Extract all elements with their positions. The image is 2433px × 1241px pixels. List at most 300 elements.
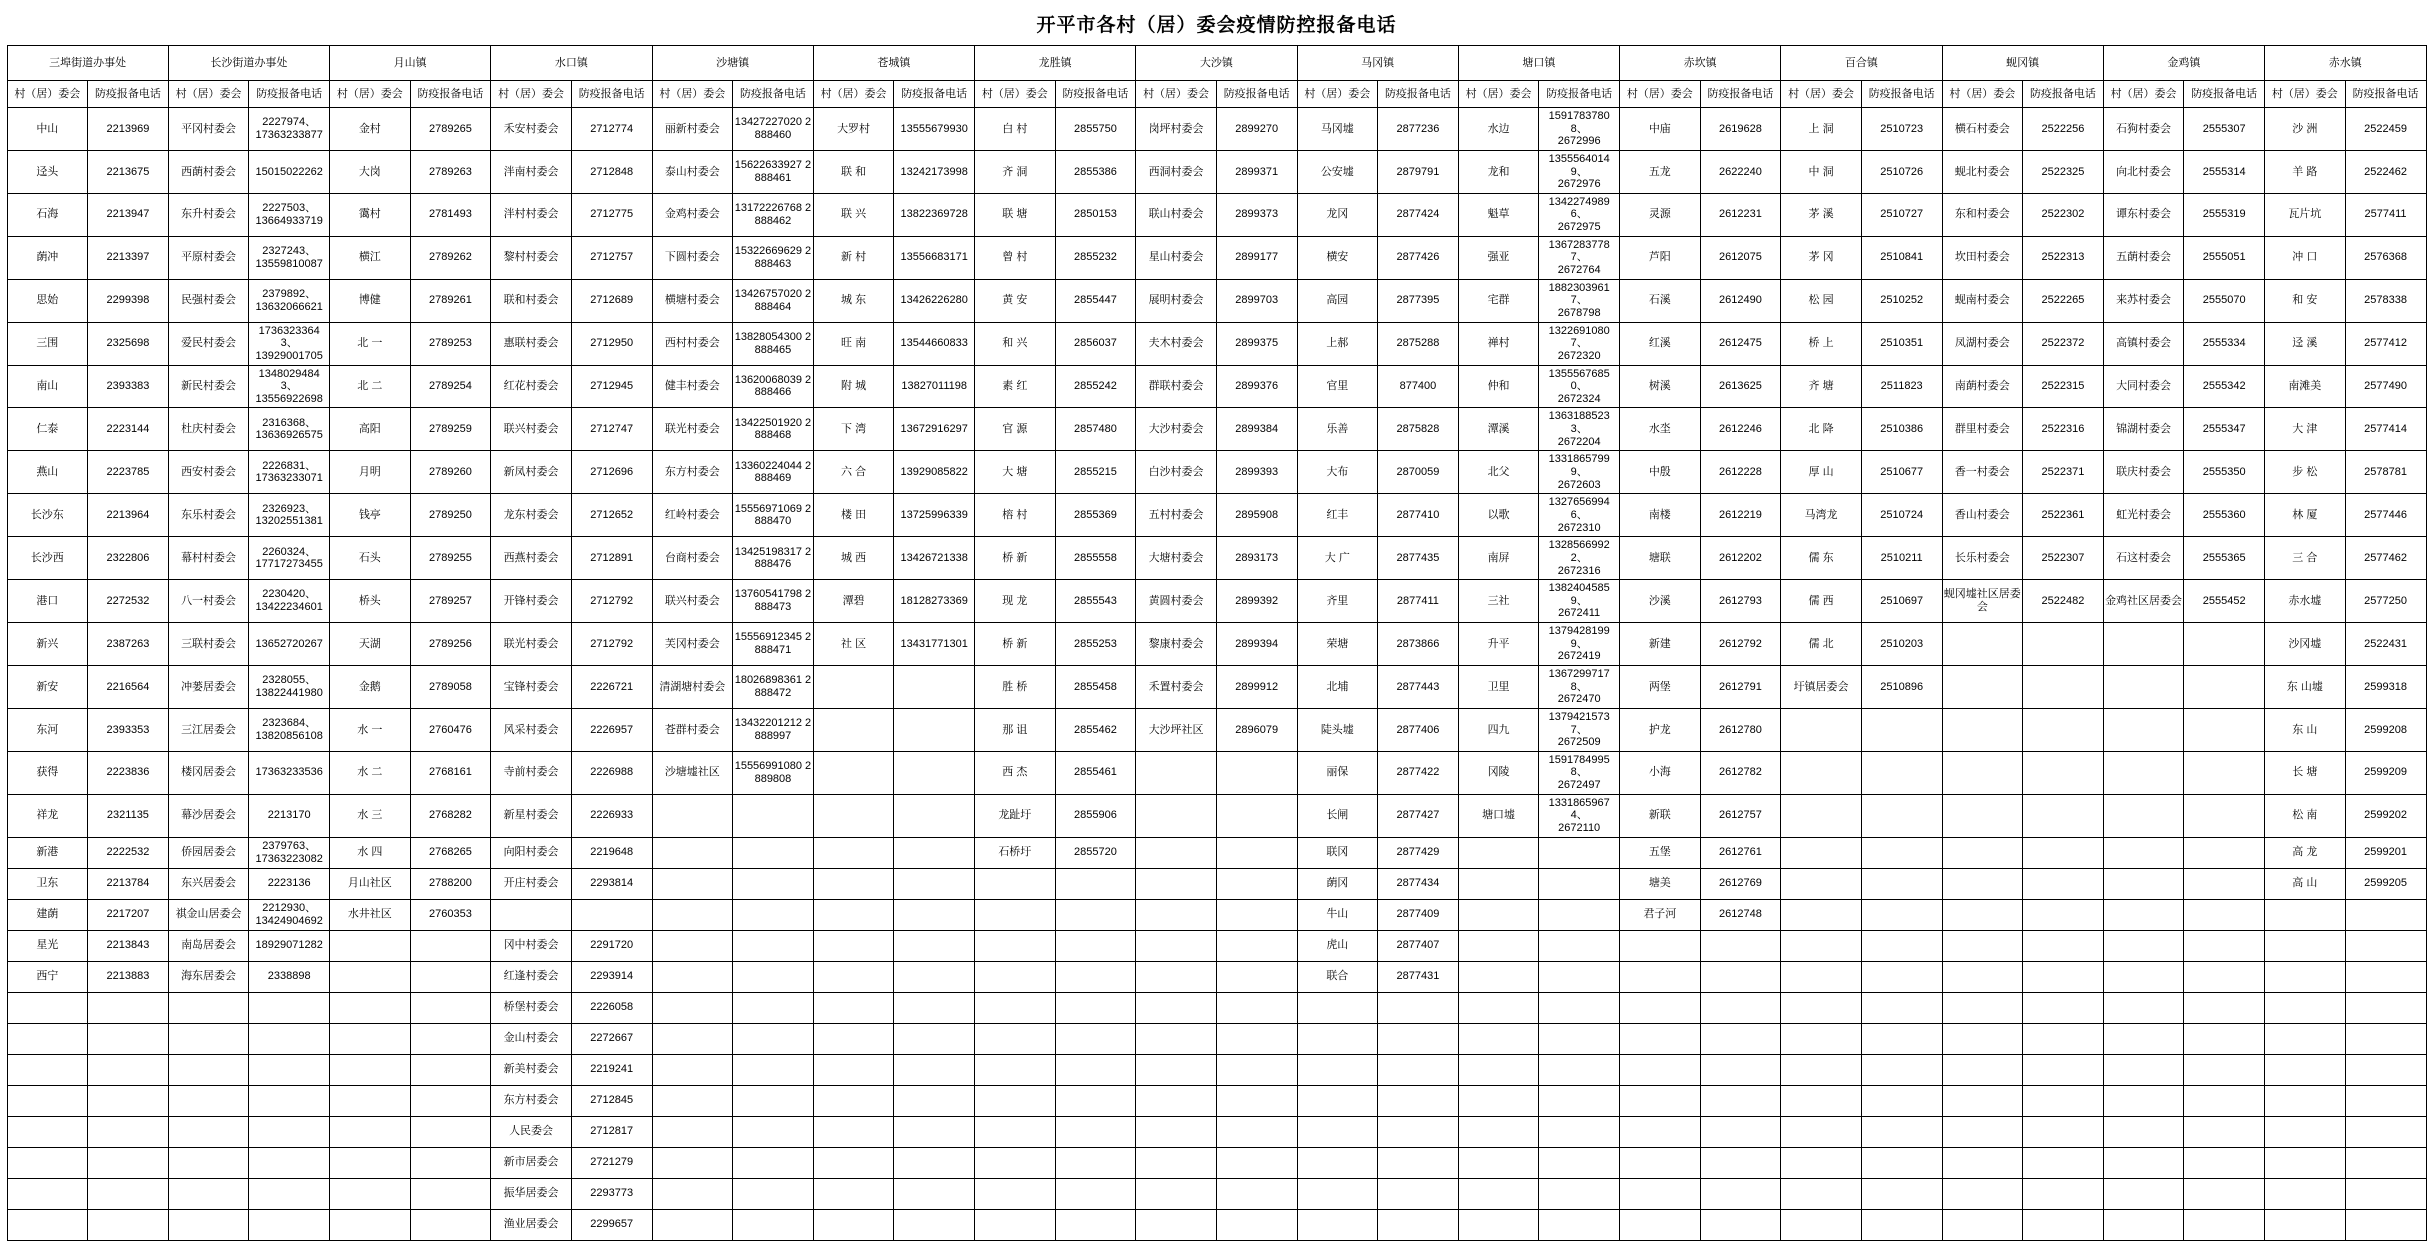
table-row bbox=[7, 1178, 2426, 1209]
empty-cell bbox=[410, 1054, 491, 1085]
phone-number-cell: 2510727 bbox=[1861, 193, 1942, 236]
column-header-phone: 防疫报备电话 bbox=[2184, 81, 2265, 108]
phone-number-cell: 2510351 bbox=[1861, 322, 1942, 365]
empty-cell bbox=[2184, 899, 2265, 930]
village-name-cell: 社 区 bbox=[813, 623, 894, 666]
empty-cell bbox=[2184, 623, 2265, 666]
village-name-cell: 沙 洲 bbox=[2265, 108, 2346, 151]
phone-number-cell: 2855750 bbox=[1055, 108, 1136, 151]
empty-cell bbox=[2265, 961, 2346, 992]
phone-number-cell: 2555319 bbox=[2184, 193, 2265, 236]
empty-cell bbox=[1458, 1178, 1539, 1209]
village-name-cell: 联兴村委会 bbox=[491, 408, 572, 451]
phone-number-cell: 2578338 bbox=[2345, 279, 2426, 322]
empty-cell bbox=[1055, 1023, 1136, 1054]
village-name-cell: 沙冈墟 bbox=[2265, 623, 2346, 666]
empty-cell bbox=[249, 1178, 330, 1209]
column-header-phone: 防疫报备电话 bbox=[894, 81, 975, 108]
empty-cell bbox=[894, 1054, 975, 1085]
phone-number-cell: 2855461 bbox=[1055, 751, 1136, 794]
village-name-cell: 岗坪村委会 bbox=[1136, 108, 1217, 151]
village-name-cell: 侨园居委会 bbox=[168, 837, 249, 868]
village-name-cell: 茅 冈 bbox=[1781, 236, 1862, 279]
phone-number-cell: 2599318 bbox=[2345, 665, 2426, 708]
column-header-village: 村（居）委会 bbox=[7, 81, 88, 108]
village-name-cell: 新 村 bbox=[813, 236, 894, 279]
empty-cell bbox=[1378, 1085, 1459, 1116]
village-name-cell: 中庙 bbox=[1620, 108, 1701, 151]
empty-cell bbox=[1539, 868, 1620, 899]
village-name-cell: 横塘村委会 bbox=[652, 279, 733, 322]
phone-number-cell: 2387263 bbox=[88, 623, 169, 666]
phone-number-cell: 2576368 bbox=[2345, 236, 2426, 279]
phone-number-cell: 2789261 bbox=[410, 279, 491, 322]
empty-cell bbox=[975, 1178, 1056, 1209]
empty-cell bbox=[1942, 930, 2023, 961]
village-name-cell: 丽新村委会 bbox=[652, 108, 733, 151]
village-name-cell: 白 村 bbox=[975, 108, 1056, 151]
column-header-village: 村（居）委会 bbox=[975, 81, 1056, 108]
empty-cell bbox=[733, 837, 814, 868]
empty-cell bbox=[1861, 1023, 1942, 1054]
empty-cell bbox=[7, 1116, 88, 1147]
phone-number-cell: 2555314 bbox=[2184, 150, 2265, 193]
empty-cell bbox=[168, 1054, 249, 1085]
empty-cell bbox=[2345, 961, 2426, 992]
phone-number-cell: 2522316 bbox=[2023, 408, 2104, 451]
empty-cell bbox=[168, 1147, 249, 1178]
village-name-cell: 健丰村委会 bbox=[652, 365, 733, 408]
phone-number-cell: 2599209 bbox=[2345, 751, 2426, 794]
village-name-cell: 惠联村委会 bbox=[491, 322, 572, 365]
village-name-cell: 红逢村委会 bbox=[491, 961, 572, 992]
empty-cell bbox=[88, 1116, 169, 1147]
empty-cell bbox=[1458, 837, 1539, 868]
phone-number-cell: 2510211 bbox=[1861, 537, 1942, 580]
empty-cell bbox=[1942, 708, 2023, 751]
village-name-cell: 高园 bbox=[1297, 279, 1378, 322]
village-name-cell: 魁草 bbox=[1458, 193, 1539, 236]
village-name-cell: 长闸 bbox=[1297, 794, 1378, 837]
column-header-phone: 防疫报备电话 bbox=[410, 81, 491, 108]
empty-cell bbox=[2023, 837, 2104, 868]
empty-cell bbox=[1539, 1085, 1620, 1116]
village-name-cell: 长沙东 bbox=[7, 494, 88, 537]
empty-cell bbox=[1861, 992, 1942, 1023]
empty-cell bbox=[1942, 1085, 2023, 1116]
phone-number-cell: 2213784 bbox=[88, 868, 169, 899]
empty-cell bbox=[1861, 1116, 1942, 1147]
village-name-cell: 大布 bbox=[1297, 451, 1378, 494]
village-name-cell: 苍群村委会 bbox=[652, 708, 733, 751]
phone-number-cell: 2577412 bbox=[2345, 322, 2426, 365]
village-name-cell: 塘口墟 bbox=[1458, 794, 1539, 837]
empty-cell bbox=[1942, 961, 2023, 992]
phone-number-cell: 13544660833 bbox=[894, 322, 975, 365]
phone-number-cell: 13555676850、 2672324 bbox=[1539, 365, 1620, 408]
village-name-cell: 向阳村委会 bbox=[491, 837, 572, 868]
phone-number-cell: 2326923、 13202551381 bbox=[249, 494, 330, 537]
phone-number-cell: 2577490 bbox=[2345, 365, 2426, 408]
phone-number-cell: 15556971069 2888470 bbox=[733, 494, 814, 537]
empty-cell bbox=[88, 992, 169, 1023]
empty-cell bbox=[1136, 899, 1217, 930]
empty-cell bbox=[652, 992, 733, 1023]
village-name-cell: 塘美 bbox=[1620, 868, 1701, 899]
village-name-cell: 新安 bbox=[7, 665, 88, 708]
phone-number-cell: 2899393 bbox=[1216, 451, 1297, 494]
table-row bbox=[7, 1116, 2426, 1147]
village-name-cell: 乐善 bbox=[1297, 408, 1378, 451]
phone-number-cell: 2555452 bbox=[2184, 580, 2265, 623]
village-name-cell: 树溪 bbox=[1620, 365, 1701, 408]
phone-number-cell: 2870059 bbox=[1378, 451, 1459, 494]
empty-cell bbox=[2184, 961, 2265, 992]
village-name-cell: 桥 上 bbox=[1781, 322, 1862, 365]
empty-cell bbox=[2103, 751, 2184, 794]
empty-cell bbox=[2023, 665, 2104, 708]
table-body bbox=[7, 108, 2426, 1241]
empty-cell bbox=[249, 1085, 330, 1116]
town-header: 金鸡镇 bbox=[2103, 46, 2264, 81]
village-name-cell: 南屏 bbox=[1458, 537, 1539, 580]
empty-cell bbox=[1216, 1178, 1297, 1209]
empty-cell bbox=[813, 1054, 894, 1085]
village-name-cell: 榕 村 bbox=[975, 494, 1056, 537]
empty-cell bbox=[2103, 623, 2184, 666]
phone-number-cell: 2223785 bbox=[88, 451, 169, 494]
empty-cell bbox=[1378, 1023, 1459, 1054]
town-header: 大沙镇 bbox=[1136, 46, 1297, 81]
village-name-cell: 升平 bbox=[1458, 623, 1539, 666]
phone-number-cell: 2879791 bbox=[1378, 150, 1459, 193]
phone-number-cell: 2789260 bbox=[410, 451, 491, 494]
village-name-cell: 黄圆村委会 bbox=[1136, 580, 1217, 623]
village-name-cell: 爱民村委会 bbox=[168, 322, 249, 365]
empty-cell bbox=[1861, 751, 1942, 794]
phone-number-cell: 2322806 bbox=[88, 537, 169, 580]
column-header-phone: 防疫报备电话 bbox=[2023, 81, 2104, 108]
table-row bbox=[7, 451, 2426, 494]
empty-cell bbox=[733, 1178, 814, 1209]
village-name-cell: 谭东村委会 bbox=[2103, 193, 2184, 236]
column-header-village: 村（居）委会 bbox=[652, 81, 733, 108]
village-name-cell: 潭碧 bbox=[813, 580, 894, 623]
empty-cell bbox=[975, 1023, 1056, 1054]
village-name-cell: 水 一 bbox=[330, 708, 411, 751]
empty-cell bbox=[2103, 1116, 2184, 1147]
empty-cell bbox=[652, 1085, 733, 1116]
empty-cell bbox=[894, 1147, 975, 1178]
empty-cell bbox=[1055, 992, 1136, 1023]
phone-number-cell: 18026898361 2888472 bbox=[733, 665, 814, 708]
phone-number-cell: 15556912345 2888471 bbox=[733, 623, 814, 666]
empty-cell bbox=[1136, 961, 1217, 992]
village-name-cell: 冲蒌居委会 bbox=[168, 665, 249, 708]
phone-number-cell: 2555070 bbox=[2184, 279, 2265, 322]
phone-number-cell: 2272667 bbox=[571, 1023, 652, 1054]
empty-cell bbox=[733, 1116, 814, 1147]
phone-number-cell: 2325698 bbox=[88, 322, 169, 365]
town-header: 百合镇 bbox=[1781, 46, 1942, 81]
phone-number-cell: 2260324、 17717273455 bbox=[249, 537, 330, 580]
empty-cell bbox=[330, 1023, 411, 1054]
village-name-cell: 泰山村委会 bbox=[652, 150, 733, 193]
village-name-cell: 蚬北村委会 bbox=[1942, 150, 2023, 193]
empty-cell bbox=[330, 1209, 411, 1240]
village-name-cell: 群联村委会 bbox=[1136, 365, 1217, 408]
village-name-cell: 杜庆村委会 bbox=[168, 408, 249, 451]
empty-cell bbox=[1620, 1209, 1701, 1240]
phone-number-cell: 2612219 bbox=[1700, 494, 1781, 537]
empty-cell bbox=[1216, 930, 1297, 961]
village-name-cell: 长 塘 bbox=[2265, 751, 2346, 794]
empty-cell bbox=[1861, 1054, 1942, 1085]
table-row bbox=[7, 708, 2426, 751]
phone-number-cell: 2213969 bbox=[88, 108, 169, 151]
empty-cell bbox=[813, 899, 894, 930]
table-row bbox=[7, 899, 2426, 930]
empty-cell bbox=[2103, 1147, 2184, 1178]
empty-cell bbox=[813, 1023, 894, 1054]
empty-cell bbox=[1216, 1147, 1297, 1178]
empty-cell bbox=[1458, 930, 1539, 961]
column-header-village: 村（居）委会 bbox=[1942, 81, 2023, 108]
empty-cell bbox=[813, 1209, 894, 1240]
phone-number-cell: 2875288 bbox=[1378, 322, 1459, 365]
phone-number-cell: 2789058 bbox=[410, 665, 491, 708]
empty-cell bbox=[1297, 1178, 1378, 1209]
village-name-cell: 松 南 bbox=[2265, 794, 2346, 837]
phone-number-cell: 2855242 bbox=[1055, 365, 1136, 408]
village-name-cell: 虹光村委会 bbox=[2103, 494, 2184, 537]
empty-cell bbox=[330, 1147, 411, 1178]
empty-cell bbox=[2345, 1085, 2426, 1116]
empty-cell bbox=[1458, 868, 1539, 899]
phone-number-cell: 15556991080 2889808 bbox=[733, 751, 814, 794]
empty-cell bbox=[1297, 1147, 1378, 1178]
empty-cell bbox=[1700, 1085, 1781, 1116]
phone-number-cell: 2721279 bbox=[571, 1147, 652, 1178]
empty-cell bbox=[813, 961, 894, 992]
village-name-cell: 联 塘 bbox=[975, 193, 1056, 236]
phone-number-cell: 2712747 bbox=[571, 408, 652, 451]
phone-number-cell: 2510677 bbox=[1861, 451, 1942, 494]
empty-cell bbox=[2023, 1054, 2104, 1085]
village-name-cell: 马湾龙 bbox=[1781, 494, 1862, 537]
phone-number-cell: 2511823 bbox=[1861, 365, 1942, 408]
phone-number-cell: 2293914 bbox=[571, 961, 652, 992]
phone-number-cell: 2877406 bbox=[1378, 708, 1459, 751]
village-name-cell: 桥头 bbox=[330, 580, 411, 623]
column-header-phone: 防疫报备电话 bbox=[2345, 81, 2426, 108]
village-name-cell: 蚬南村委会 bbox=[1942, 279, 2023, 322]
village-name-cell: 黎康村委会 bbox=[1136, 623, 1217, 666]
empty-cell bbox=[1942, 837, 2023, 868]
empty-cell bbox=[2265, 1054, 2346, 1085]
empty-cell bbox=[1458, 992, 1539, 1023]
village-name-cell: 宝锋村委会 bbox=[491, 665, 572, 708]
phone-number-cell: 2877236 bbox=[1378, 108, 1459, 151]
village-name-cell: 胜 桥 bbox=[975, 665, 1056, 708]
empty-cell bbox=[2345, 1054, 2426, 1085]
village-name-cell: 桥 新 bbox=[975, 623, 1056, 666]
empty-cell bbox=[1378, 1209, 1459, 1240]
empty-cell bbox=[1458, 1209, 1539, 1240]
village-name-cell: 金山村委会 bbox=[491, 1023, 572, 1054]
phone-number-cell: 2213397 bbox=[88, 236, 169, 279]
village-name-cell: 高镇村委会 bbox=[2103, 322, 2184, 365]
phone-number-cell: 2877443 bbox=[1378, 665, 1459, 708]
phone-number-cell: 13827011198 bbox=[894, 365, 975, 408]
empty-cell bbox=[249, 992, 330, 1023]
village-name-cell: 大 津 bbox=[2265, 408, 2346, 451]
village-name-cell: 石这村委会 bbox=[2103, 537, 2184, 580]
phone-number-cell: 2216564 bbox=[88, 665, 169, 708]
town-header: 沙塘镇 bbox=[652, 46, 813, 81]
village-name-cell: 东和村委会 bbox=[1942, 193, 2023, 236]
empty-cell bbox=[168, 1178, 249, 1209]
village-name-cell: 水 二 bbox=[330, 751, 411, 794]
empty-cell bbox=[2103, 992, 2184, 1023]
village-name-cell: 西蓢村委会 bbox=[168, 150, 249, 193]
empty-cell bbox=[330, 1116, 411, 1147]
village-name-cell: 以歌 bbox=[1458, 494, 1539, 537]
empty-cell bbox=[733, 930, 814, 961]
phone-number-cell: 13480294843、 13556922698 bbox=[249, 365, 330, 408]
village-name-cell: 齐里 bbox=[1297, 580, 1378, 623]
empty-cell bbox=[813, 794, 894, 837]
empty-cell bbox=[249, 1023, 330, 1054]
village-name-cell: 三围 bbox=[7, 322, 88, 365]
empty-cell bbox=[1861, 1178, 1942, 1209]
phone-number-cell: 2327243、 13559810087 bbox=[249, 236, 330, 279]
empty-cell bbox=[2265, 992, 2346, 1023]
village-name-cell: 开锋村委会 bbox=[491, 580, 572, 623]
phone-number-cell: 2522302 bbox=[2023, 193, 2104, 236]
village-name-cell: 五村村委会 bbox=[1136, 494, 1217, 537]
village-name-cell: 三社 bbox=[1458, 580, 1539, 623]
phone-number-cell: 2612228 bbox=[1700, 451, 1781, 494]
village-name-cell: 旺 南 bbox=[813, 322, 894, 365]
empty-cell bbox=[168, 992, 249, 1023]
phone-number-cell: 2213883 bbox=[88, 961, 169, 992]
table-row bbox=[7, 279, 2426, 322]
village-name-cell: 龙东村委会 bbox=[491, 494, 572, 537]
phone-number-cell: 17363233643、 13929001705 bbox=[249, 322, 330, 365]
empty-cell bbox=[652, 961, 733, 992]
phone-number-cell: 2789255 bbox=[410, 537, 491, 580]
phone-number-cell: 2712775 bbox=[571, 193, 652, 236]
village-name-cell: 西洞村委会 bbox=[1136, 150, 1217, 193]
empty-cell bbox=[571, 899, 652, 930]
phone-number-cell: 2899912 bbox=[1216, 665, 1297, 708]
village-name-cell: 白沙村委会 bbox=[1136, 451, 1217, 494]
empty-cell bbox=[813, 1178, 894, 1209]
phone-number-cell: 2877422 bbox=[1378, 751, 1459, 794]
phone-number-cell: 2226933 bbox=[571, 794, 652, 837]
empty-cell bbox=[1620, 1147, 1701, 1178]
village-name-cell: 长沙西 bbox=[7, 537, 88, 580]
phone-number-cell: 2877431 bbox=[1378, 961, 1459, 992]
phone-number-cell: 2613625 bbox=[1700, 365, 1781, 408]
empty-cell bbox=[894, 868, 975, 899]
empty-cell bbox=[733, 1085, 814, 1116]
village-name-cell: 星山村委会 bbox=[1136, 236, 1217, 279]
empty-cell bbox=[1861, 930, 1942, 961]
phone-number-cell: 2272532 bbox=[88, 580, 169, 623]
phone-number-cell: 2612475 bbox=[1700, 322, 1781, 365]
empty-cell bbox=[1216, 899, 1297, 930]
empty-cell bbox=[1539, 837, 1620, 868]
phone-number-cell: 2899177 bbox=[1216, 236, 1297, 279]
empty-cell bbox=[410, 1178, 491, 1209]
table-head bbox=[7, 46, 2426, 108]
town-header: 月山镇 bbox=[330, 46, 491, 81]
empty-cell bbox=[7, 1023, 88, 1054]
empty-cell bbox=[1942, 1116, 2023, 1147]
phone-number-cell: 2855543 bbox=[1055, 580, 1136, 623]
phone-number-cell: 2855232 bbox=[1055, 236, 1136, 279]
table-row bbox=[7, 623, 2426, 666]
empty-cell bbox=[1216, 751, 1297, 794]
empty-cell bbox=[1458, 899, 1539, 930]
phone-number-cell: 2379763、 17363223082 bbox=[249, 837, 330, 868]
village-name-cell: 芙冈村委会 bbox=[652, 623, 733, 666]
village-name-cell: 思始 bbox=[7, 279, 88, 322]
phone-number-cell: 2855558 bbox=[1055, 537, 1136, 580]
village-name-cell: 东 山墟 bbox=[2265, 665, 2346, 708]
empty-cell bbox=[7, 1054, 88, 1085]
empty-cell bbox=[1539, 899, 1620, 930]
phone-number-cell: 2612769 bbox=[1700, 868, 1781, 899]
village-name-cell: 建蓢 bbox=[7, 899, 88, 930]
phone-number-cell: 15015022262 bbox=[249, 150, 330, 193]
phone-number-cell: 2522313 bbox=[2023, 236, 2104, 279]
empty-cell bbox=[1378, 1116, 1459, 1147]
empty-cell bbox=[168, 1116, 249, 1147]
village-name-cell: 禾安村委会 bbox=[491, 108, 572, 151]
empty-cell bbox=[1136, 992, 1217, 1023]
phone-number-cell: 2760476 bbox=[410, 708, 491, 751]
empty-cell bbox=[2184, 665, 2265, 708]
village-name-cell: 长乐村委会 bbox=[1942, 537, 2023, 580]
village-name-cell: 五堡 bbox=[1620, 837, 1701, 868]
village-name-cell: 联兴村委会 bbox=[652, 580, 733, 623]
empty-cell bbox=[894, 1023, 975, 1054]
village-name-cell: 高阳 bbox=[330, 408, 411, 451]
phone-number-cell: 13426226280 bbox=[894, 279, 975, 322]
empty-cell bbox=[975, 1054, 1056, 1085]
phone-number-cell: 2877410 bbox=[1378, 494, 1459, 537]
phone-number-cell: 2599201 bbox=[2345, 837, 2426, 868]
empty-cell bbox=[652, 1054, 733, 1085]
empty-cell bbox=[1136, 751, 1217, 794]
village-name-cell: 四九 bbox=[1458, 708, 1539, 751]
empty-cell bbox=[2265, 1085, 2346, 1116]
phone-number-cell: 13427227020 2888460 bbox=[733, 108, 814, 151]
empty-cell bbox=[2265, 1209, 2346, 1240]
phone-number-cell: 2522459 bbox=[2345, 108, 2426, 151]
village-name-cell: 现 龙 bbox=[975, 580, 1056, 623]
village-name-cell: 东方村委会 bbox=[652, 451, 733, 494]
empty-cell bbox=[410, 1085, 491, 1116]
village-name-cell: 迳头 bbox=[7, 150, 88, 193]
village-name-cell: 五蓢村委会 bbox=[2103, 236, 2184, 279]
empty-cell bbox=[330, 1054, 411, 1085]
phone-number-cell: 2226831、 17363233071 bbox=[249, 451, 330, 494]
empty-cell bbox=[1781, 1116, 1862, 1147]
